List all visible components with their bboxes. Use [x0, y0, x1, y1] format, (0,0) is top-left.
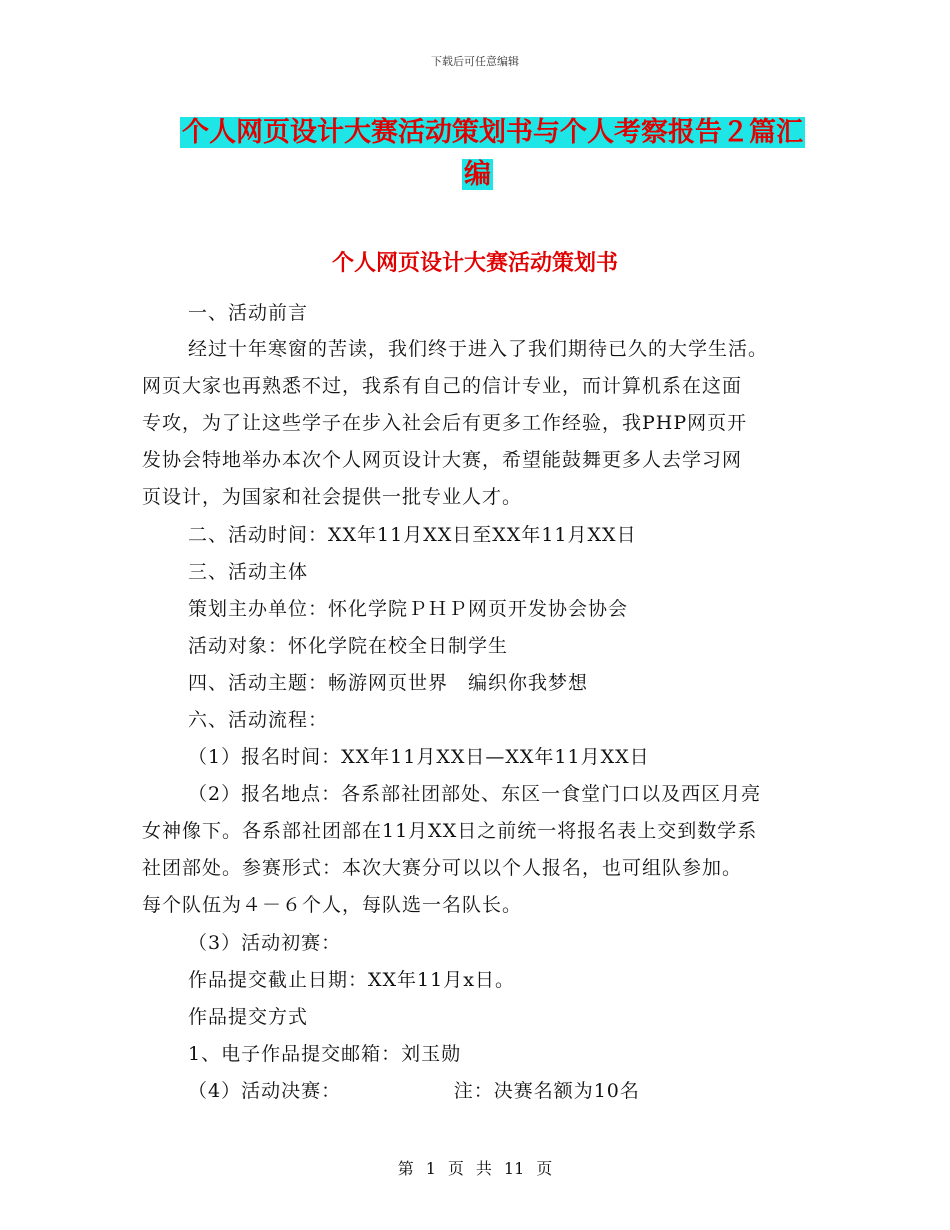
page-footer — [0, 1156, 950, 1179]
body-line: 三、活动主体 — [188, 561, 309, 583]
page-number: 1 — [425, 1159, 436, 1178]
body-line: （3）活动初赛： — [188, 932, 342, 954]
footer-word: 页 — [536, 1159, 553, 1178]
footer-word: 共 — [475, 1159, 492, 1178]
section-title: 个人网页设计大赛活动策划书 — [331, 250, 618, 276]
body-line: 作品提交方式 — [188, 1006, 309, 1028]
body-line: （1）报名时间：XX年11月XX日—XX年11月XX日 — [188, 746, 650, 768]
body-line: （4）活动决赛： 注：决赛名额为10名 — [188, 1080, 640, 1102]
body-line: 发协会特地举办本次个人网页设计大赛，希望能鼓舞更多人去学习网 — [142, 449, 743, 471]
total-pages: 11 — [503, 1159, 525, 1178]
body-line: 活动对象：怀化学院在校全日制学生 — [188, 635, 509, 657]
page-header-note: 下载后可任意编辑 — [431, 55, 519, 68]
body-line: （2）报名地点：各系部社团部处、东区一食堂门口以及西区月亮 — [188, 783, 762, 805]
body-line: 1、电子作品提交邮箱：刘玉勋 — [188, 1043, 462, 1065]
document-title-line-1: 个人网页设计大赛活动策划书与个人考察报告２篇汇 — [182, 117, 803, 148]
body-line: 社团部处。参赛形式：本次大赛分可以以个人报名，也可组队参加。 — [142, 857, 743, 879]
footer-word: 页 — [447, 1159, 464, 1178]
body-line: 每个队伍为４－６个人，每队选一名队长。 — [142, 894, 523, 916]
body-line: 作品提交截止日期：XX年11月x日。 — [188, 969, 515, 991]
body-line: 四、活动主题：畅游网页世界 编织你我梦想 — [188, 672, 589, 694]
body-line: 专攻，为了让这些学子在步入社会后有更多工作经验，我PHP网页开 — [142, 412, 748, 434]
document-title-line-2: 编 — [464, 159, 491, 190]
body-line: 策划主办单位：怀化学院ＰＨＰ网页开发协会协会 — [188, 598, 629, 620]
body-line: 页设计，为国家和社会提供一批专业人才。 — [142, 486, 523, 508]
body-line: 二、活动时间：XX年11月XX日至XX年11月XX日 — [188, 524, 637, 546]
body-line: 一、活动前言 — [188, 302, 309, 324]
body-line: 六、活动流程： — [188, 709, 329, 731]
body-line: 女神像下。各系部社团部在11月XX日之前统一将报名表上交到数学系 — [142, 820, 758, 842]
footer-word: 第 — [397, 1159, 414, 1178]
body-line: 网页大家也再熟悉不过，我系有自己的信计专业，而计算机系在这面 — [142, 375, 743, 397]
body-line: 经过十年寒窗的苦读，我们终于进入了我们期待已久的大学生活。 — [188, 338, 769, 360]
